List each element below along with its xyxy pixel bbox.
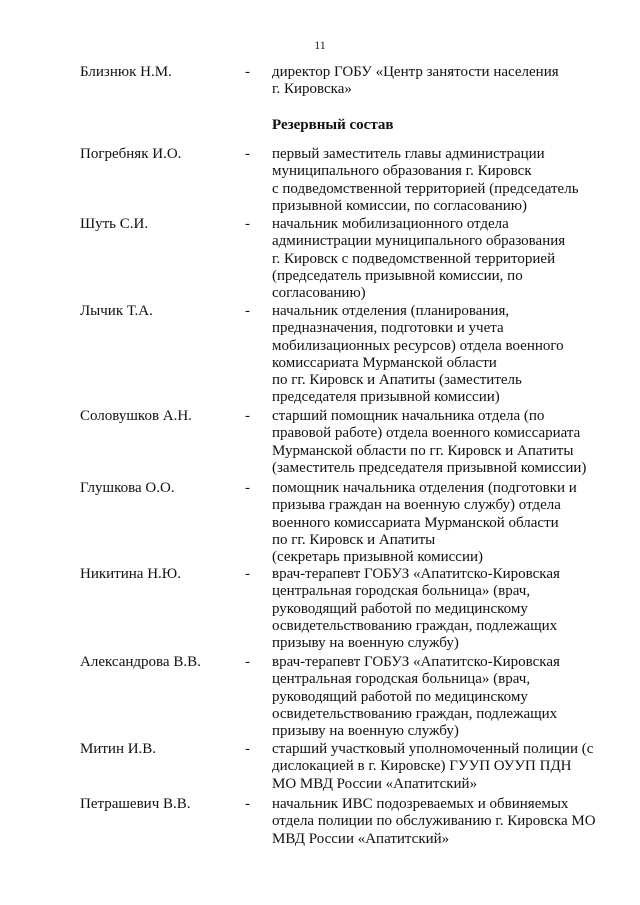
member-dash: -	[245, 408, 250, 424]
role-line: мобилизационных ресурсов) отдела военного	[272, 337, 564, 354]
role-line: администрации муниципального образования	[272, 233, 566, 250]
role-line: (секретарь призывной комиссии)	[272, 549, 483, 566]
member-role	[272, 741, 602, 793]
member-name: Лычик Т.А.	[80, 303, 153, 319]
member-dash: -	[245, 216, 250, 232]
role-line: призывной комиссии, по согласованию)	[272, 197, 527, 214]
role-line: старший помощник начальника отдела (по	[272, 408, 545, 424]
section-title: Резервный состав	[272, 117, 394, 133]
role-line: старший участковый уполномоченный полиции (с	[272, 741, 594, 757]
role-line: военного комиссариата Мурманской области	[272, 514, 559, 531]
role-line: руководящий работой по медицинскому	[272, 688, 528, 705]
role-line: правовой работе) отдела военного комиссариата	[272, 425, 581, 442]
role-line: с подведомственной территорией (председатель	[272, 180, 579, 197]
role-line: по гг. Кировск и Апатиты (заместитель	[272, 372, 522, 389]
role-line: центральная городская больница» (врач,	[272, 671, 531, 688]
member-role	[272, 566, 602, 652]
role-line: освидетельствованию граждан, подлежащих	[272, 617, 558, 634]
member-role	[272, 654, 602, 740]
role-line: врач-терапевт ГОБУЗ «Апатитско-Кировская	[272, 566, 560, 582]
member-name: Соловушков А.Н.	[80, 408, 192, 424]
member-name: Петрашевич В.В.	[80, 796, 191, 812]
member-dash: -	[245, 654, 250, 670]
member-dash: -	[245, 741, 250, 757]
role-line: МВД России «Апатитский»	[272, 830, 450, 847]
member-name: Глушкова О.О.	[80, 480, 175, 496]
role-line: по гг. Кировск и Апатиты	[272, 531, 436, 548]
member-role	[272, 146, 602, 215]
member-role	[272, 480, 602, 566]
member-name: Погребняк И.О.	[80, 146, 182, 162]
member-name: Близнюк Н.М.	[80, 64, 172, 80]
role-line: (председатель призывной комиссии, по	[272, 267, 523, 284]
role-line: врач-терапевт ГОБУЗ «Апатитско-Кировская	[272, 654, 560, 670]
member-name: Никитина Н.Ю.	[80, 566, 181, 582]
member-dash: -	[245, 480, 250, 496]
member-role	[272, 216, 602, 302]
role-line: директор ГОБУ «Центр занятости населения	[272, 64, 559, 80]
member-name: Митин И.В.	[80, 741, 157, 757]
role-line: помощник начальника отделения (подготовки и	[272, 480, 577, 496]
member-dash: -	[245, 146, 250, 162]
role-line: первый заместитель главы администрации	[272, 146, 545, 162]
role-line: комиссариата Мурманской области	[272, 354, 497, 371]
role-line: (заместитель председателя призывной комиссии)	[272, 459, 587, 476]
role-line: МО МВД России «Апатитский»	[272, 775, 478, 792]
member-role	[272, 64, 602, 99]
member-dash: -	[245, 64, 250, 80]
role-line: начальник отделения (планирования,	[272, 303, 510, 319]
role-line: г. Кировска»	[272, 81, 352, 98]
role-line: отдела полиции по обслуживанию г. Кировска МО	[272, 813, 596, 830]
role-line: начальник ИВС подозреваемых и обвиняемых	[272, 796, 569, 812]
role-line: руководящий работой по медицинскому	[272, 600, 528, 617]
page-number: 11	[314, 38, 326, 52]
role-line: освидетельствованию граждан, подлежащих	[272, 705, 558, 722]
role-line: согласованию)	[272, 285, 366, 302]
member-role	[272, 408, 602, 477]
role-line: дислокацией в г. Кировске) ГУУП ОУУП ПДН	[272, 758, 572, 775]
role-line: призыва граждан на военную службу) отдела	[272, 497, 561, 514]
member-dash: -	[245, 566, 250, 582]
role-line: призыву на военную службу)	[272, 723, 459, 740]
member-dash: -	[245, 303, 250, 319]
member-dash: -	[245, 796, 250, 812]
role-line: призыву на военную службу)	[272, 635, 459, 652]
member-name: Шуть С.И.	[80, 216, 149, 232]
member-name: Александрова В.В.	[80, 654, 201, 670]
member-role	[272, 303, 602, 407]
member-role	[272, 796, 602, 848]
role-line: Мурманской области по гг. Кировск и Апатиты	[272, 442, 574, 459]
role-line: г. Кировск с подведомственной территорией	[272, 250, 556, 267]
role-line: председателя призывной комиссии)	[272, 389, 500, 406]
role-line: муниципального образования г. Кировск	[272, 163, 532, 180]
role-line: предназначения, подготовки и учета	[272, 320, 504, 337]
role-line: начальник мобилизационного отдела	[272, 216, 509, 232]
role-line: центральная городская больница» (врач,	[272, 583, 531, 600]
